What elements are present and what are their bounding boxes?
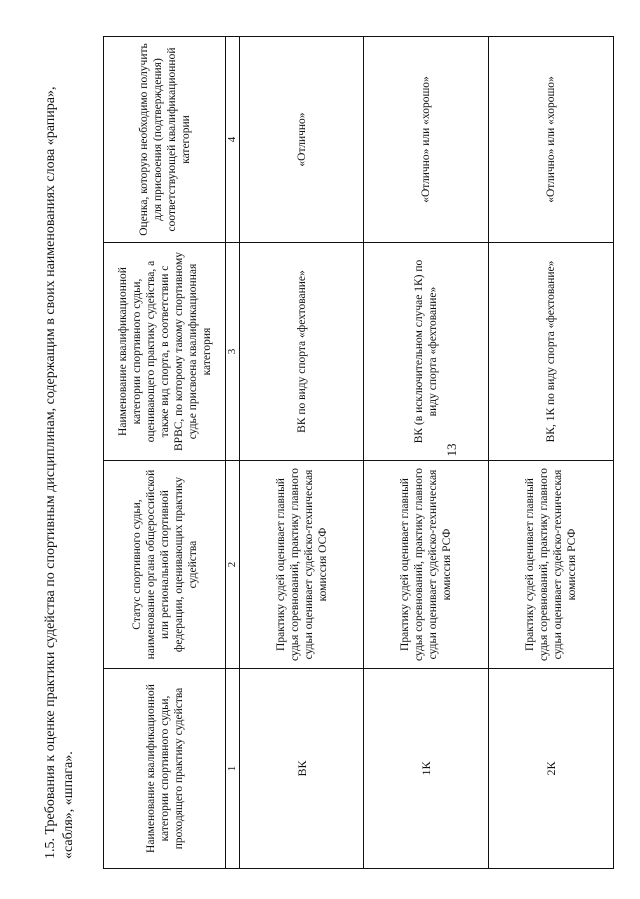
table-row (364, 37, 489, 869)
column-number: 2 (226, 461, 240, 669)
requirements-table (103, 36, 614, 869)
requirements-table-container (103, 37, 612, 869)
section-heading: 1.5. Требования к оценке практики судейства по спортивным дисциплинам, содержащим в своих наименованиях слова «рапира», «сабля», «шпага». (43, 86, 76, 859)
column-number: 1 (226, 669, 240, 869)
table-header-row (104, 37, 226, 869)
status-cell: Практику судей оценивает главный судья соревнований, практику главного судьи оценивает судейско-техническая комиссия ОСФ (240, 461, 364, 669)
category-cell: 1К (364, 669, 489, 869)
evaluator-cell: ВК, 1К по виду спорта «фехтование» (489, 243, 614, 461)
table-row (489, 37, 614, 869)
category-cell: ВК (240, 669, 364, 869)
grade-cell: «Отлично» или «хорошо» (489, 37, 614, 243)
column-number-row (226, 37, 240, 869)
status-cell: Практику судей оценивает главный судья соревнований, практику главного судьи оценивает судейско-техническая комиссия РСФ (489, 461, 614, 669)
header-cell: Наименование квалификационной категории спортивного судьи, оценивающего практику судейства, а также вид спорта, в соответствии с ВРВС, по которому такому спортивному судье присвоена квалификационная категория (104, 243, 226, 461)
header-cell: Оценка, которую необходимо получить для присвоения (подтверждения) соответствующей квалификационной категории (104, 37, 226, 243)
grade-cell: «Отлично» (240, 37, 364, 243)
table-row (240, 37, 364, 869)
grade-cell: «Отлично» или «хорошо» (364, 37, 489, 243)
page-number: 13 (444, 443, 459, 457)
header-cell: Статус спортивного судьи, наименование органа общероссийской или региональной спортивной федерации, оценивающих практику судейства (104, 461, 226, 669)
evaluator-cell: ВК (в исключительном случае 1К) по виду спорта «фехтование» (364, 243, 489, 461)
evaluator-cell: ВК по виду спорта «фехтование» (240, 243, 364, 461)
header-cell: Наименование квалификационной категории спортивного судьи, проходящего практику судейства (104, 669, 226, 869)
category-cell: 2К (489, 669, 614, 869)
column-number: 3 (226, 243, 240, 461)
status-cell: Практику судей оценивает главный судья соревнований, практику главного судьи оценивает судейско-техническая комиссия РСФ (364, 461, 489, 669)
column-number: 4 (226, 37, 240, 243)
